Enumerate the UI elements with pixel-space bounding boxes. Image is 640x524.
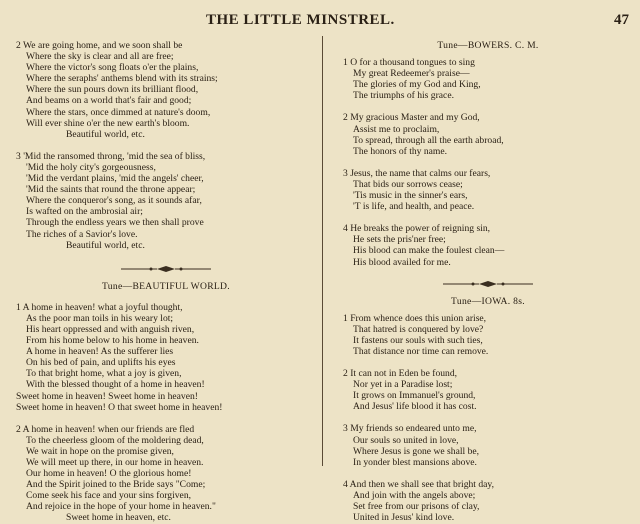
verse-line: His blood can make the foulest clean—: [353, 245, 505, 257]
verse-line: And rejoice in the hope of your home in heaven.": [26, 501, 216, 513]
verse-line: To the cheerless gloom of the moldering dead,: [26, 434, 204, 446]
verse-line: With the blessed thought of a home in heaven!: [26, 379, 205, 391]
verse-line: To spread, through all the earth abroad,: [353, 134, 504, 146]
tune-heading: Tune—IOWA. 8s.: [451, 295, 525, 307]
stanza-2: [16, 40, 316, 140]
ornament-rule: [443, 280, 533, 288]
hymn-stanza-1: [16, 302, 316, 413]
verse-line: 2 My gracious Master and my God,: [343, 112, 480, 124]
verse-line: He sets the pris'ner free;: [353, 234, 446, 246]
verse-line: 3 Jesus, the name that calms our fears,: [343, 167, 491, 179]
left-column: [16, 40, 316, 524]
bowers-stanza-3: [343, 168, 633, 212]
iowa-stanza-3: [343, 423, 633, 467]
verse-line: Our souls so united in love,: [353, 434, 459, 446]
verse-line: 3 My friends so endeared unto me,: [343, 423, 477, 435]
verse-line: It grows on Immanuel's ground,: [353, 390, 476, 402]
stanza-3: [16, 151, 316, 251]
verse-line: That hatred is conquered by love?: [353, 323, 484, 335]
verse-line: The glories of my God and King,: [353, 79, 481, 91]
verse-line: From his home below to his home in heaven.: [26, 335, 199, 347]
verse-line: United in Jesus' kind love.: [353, 512, 455, 524]
verse-line: And beams on a world that's fair and good;: [26, 95, 192, 107]
verse-line: As the poor man toils in his weary lot;: [26, 312, 174, 324]
verse-line: 'Mid the verdant plains, 'mid the angels' cheer,: [26, 173, 204, 185]
verse-line: Where the conqueror's song, as it sounds afar,: [26, 195, 202, 207]
verse-line: We wait in hope on the promise given,: [26, 445, 174, 457]
refrain-line: Beautiful world, etc.: [66, 128, 145, 140]
verse-line: Where the sun pours down its brilliant flood,: [26, 84, 199, 96]
bowers-stanza-2: [343, 112, 633, 156]
verse-line: The riches of a Savior's love.: [26, 228, 138, 240]
hymn-stanza-2: [16, 424, 316, 524]
verse-line: 'Tis music in the sinner's ears,: [353, 190, 468, 202]
verse-line: That bids our sorrows cease;: [353, 178, 463, 190]
iowa-stanza-2: [343, 368, 633, 412]
refrain-line: Sweet home in heaven, etc.: [66, 512, 171, 524]
page-number: 47: [614, 12, 629, 28]
verse-line: Will ever shine o'er the new earth's bloom.: [26, 117, 190, 129]
verse-line: My great Redeemer's praise—: [353, 68, 470, 80]
verse-line: Our home in heaven! O the glorious home!: [26, 468, 192, 480]
verse-line: And Jesus' life blood it has cost.: [353, 401, 477, 413]
page-header: [0, 12, 640, 34]
tune-heading: Tune—BEAUTIFUL WORLD.: [101, 280, 230, 292]
verse-line: 1 A home in heaven! what a joyful thought,: [16, 301, 183, 313]
tune-heading: Tune—BOWERS. C. M.: [437, 40, 539, 51]
refrain-line: Beautiful world, etc.: [66, 239, 145, 251]
column-divider: [322, 36, 323, 466]
ornament-rule: [121, 265, 211, 273]
verse-line: Where the stars, once dimmed at nature's doom,: [26, 106, 211, 118]
right-column: [343, 40, 633, 523]
verse-line: To that bright home, what a joy is given,: [26, 368, 182, 380]
verse-line: In yonder blest mansions above.: [353, 456, 477, 468]
verse-line: Is wafted on the ambrosial air;: [26, 206, 143, 218]
verse-line: 4 He breaks the power of reigning sin,: [343, 223, 491, 235]
verse-line: And the Spirit joined to the Bride says "Come;: [26, 479, 206, 491]
verse-line: On his bed of pain, and uplifts his eyes: [26, 357, 176, 369]
verse-line: Come seek his face and your sins forgiven,: [26, 490, 192, 502]
verse-line: 'Mid the saints that round the throne appear;: [26, 184, 196, 196]
verse-line: Where the victor's song floats o'er the plains,: [26, 62, 199, 74]
verse-line: 3 'Mid the ransomed throng, 'mid the sea of bliss,: [16, 150, 206, 162]
verse-line: Where the seraphs' anthems blend with its strains;: [26, 73, 218, 85]
verse-line: The triumphs of his grace.: [353, 90, 454, 102]
verse-line: 1 From whence does this union arise,: [343, 312, 487, 324]
verse-line: His heart oppressed and with anguish riven,: [26, 323, 195, 335]
bowers-stanza-1: [343, 57, 633, 101]
verse-line: His blood availed for me.: [353, 256, 451, 268]
verse-line: 2 It can not in Eden be found,: [343, 368, 458, 380]
verse-line: Nor yet in a Paradise lost;: [353, 379, 453, 391]
verse-line: Through the endless years we then shall prove: [26, 217, 204, 229]
verse-line: That distance nor time can remove.: [353, 345, 489, 357]
verse-line: Where Jesus is gone we shall be,: [353, 445, 480, 457]
running-title: THE LITTLE MINSTREL.: [206, 12, 395, 28]
verse-line: 2 A home in heaven! when our friends are fled: [16, 423, 195, 435]
verse-line: Where the sky is clear and all are free;: [26, 51, 174, 63]
verse-line: We will meet up there, in our home in heaven.: [26, 457, 204, 468]
verse-line: 4 And then we shall see that bright day,: [343, 478, 494, 490]
chorus-line: Sweet home in heaven! Sweet home in heaven!: [16, 390, 198, 402]
verse-line: And join with the angels above;: [353, 489, 476, 501]
verse-line: Set free from our prisons of clay,: [353, 501, 480, 512]
verse-line: The honors of thy name.: [353, 145, 448, 157]
verse-line: 'Mid the holy city's gorgeousness,: [26, 161, 156, 173]
verse-line: 'T is life, and health, and peace.: [353, 201, 475, 213]
verse-line: Assist me to proclaim,: [353, 123, 440, 135]
bowers-stanza-4: [343, 223, 633, 267]
verse-line: 2 We are going home, and we soon shall be: [16, 40, 183, 51]
iowa-stanza-4: [343, 479, 633, 523]
verse-line: 1 O for a thousand tongues to sing: [343, 57, 475, 69]
verse-line: It fastens our souls with such ties,: [353, 334, 483, 346]
chorus-line: Sweet home in heaven! O that sweet home in heaven!: [16, 401, 223, 413]
iowa-stanza-1: [343, 313, 633, 357]
verse-line: A home in heaven! As the sufferer lies: [26, 346, 174, 358]
